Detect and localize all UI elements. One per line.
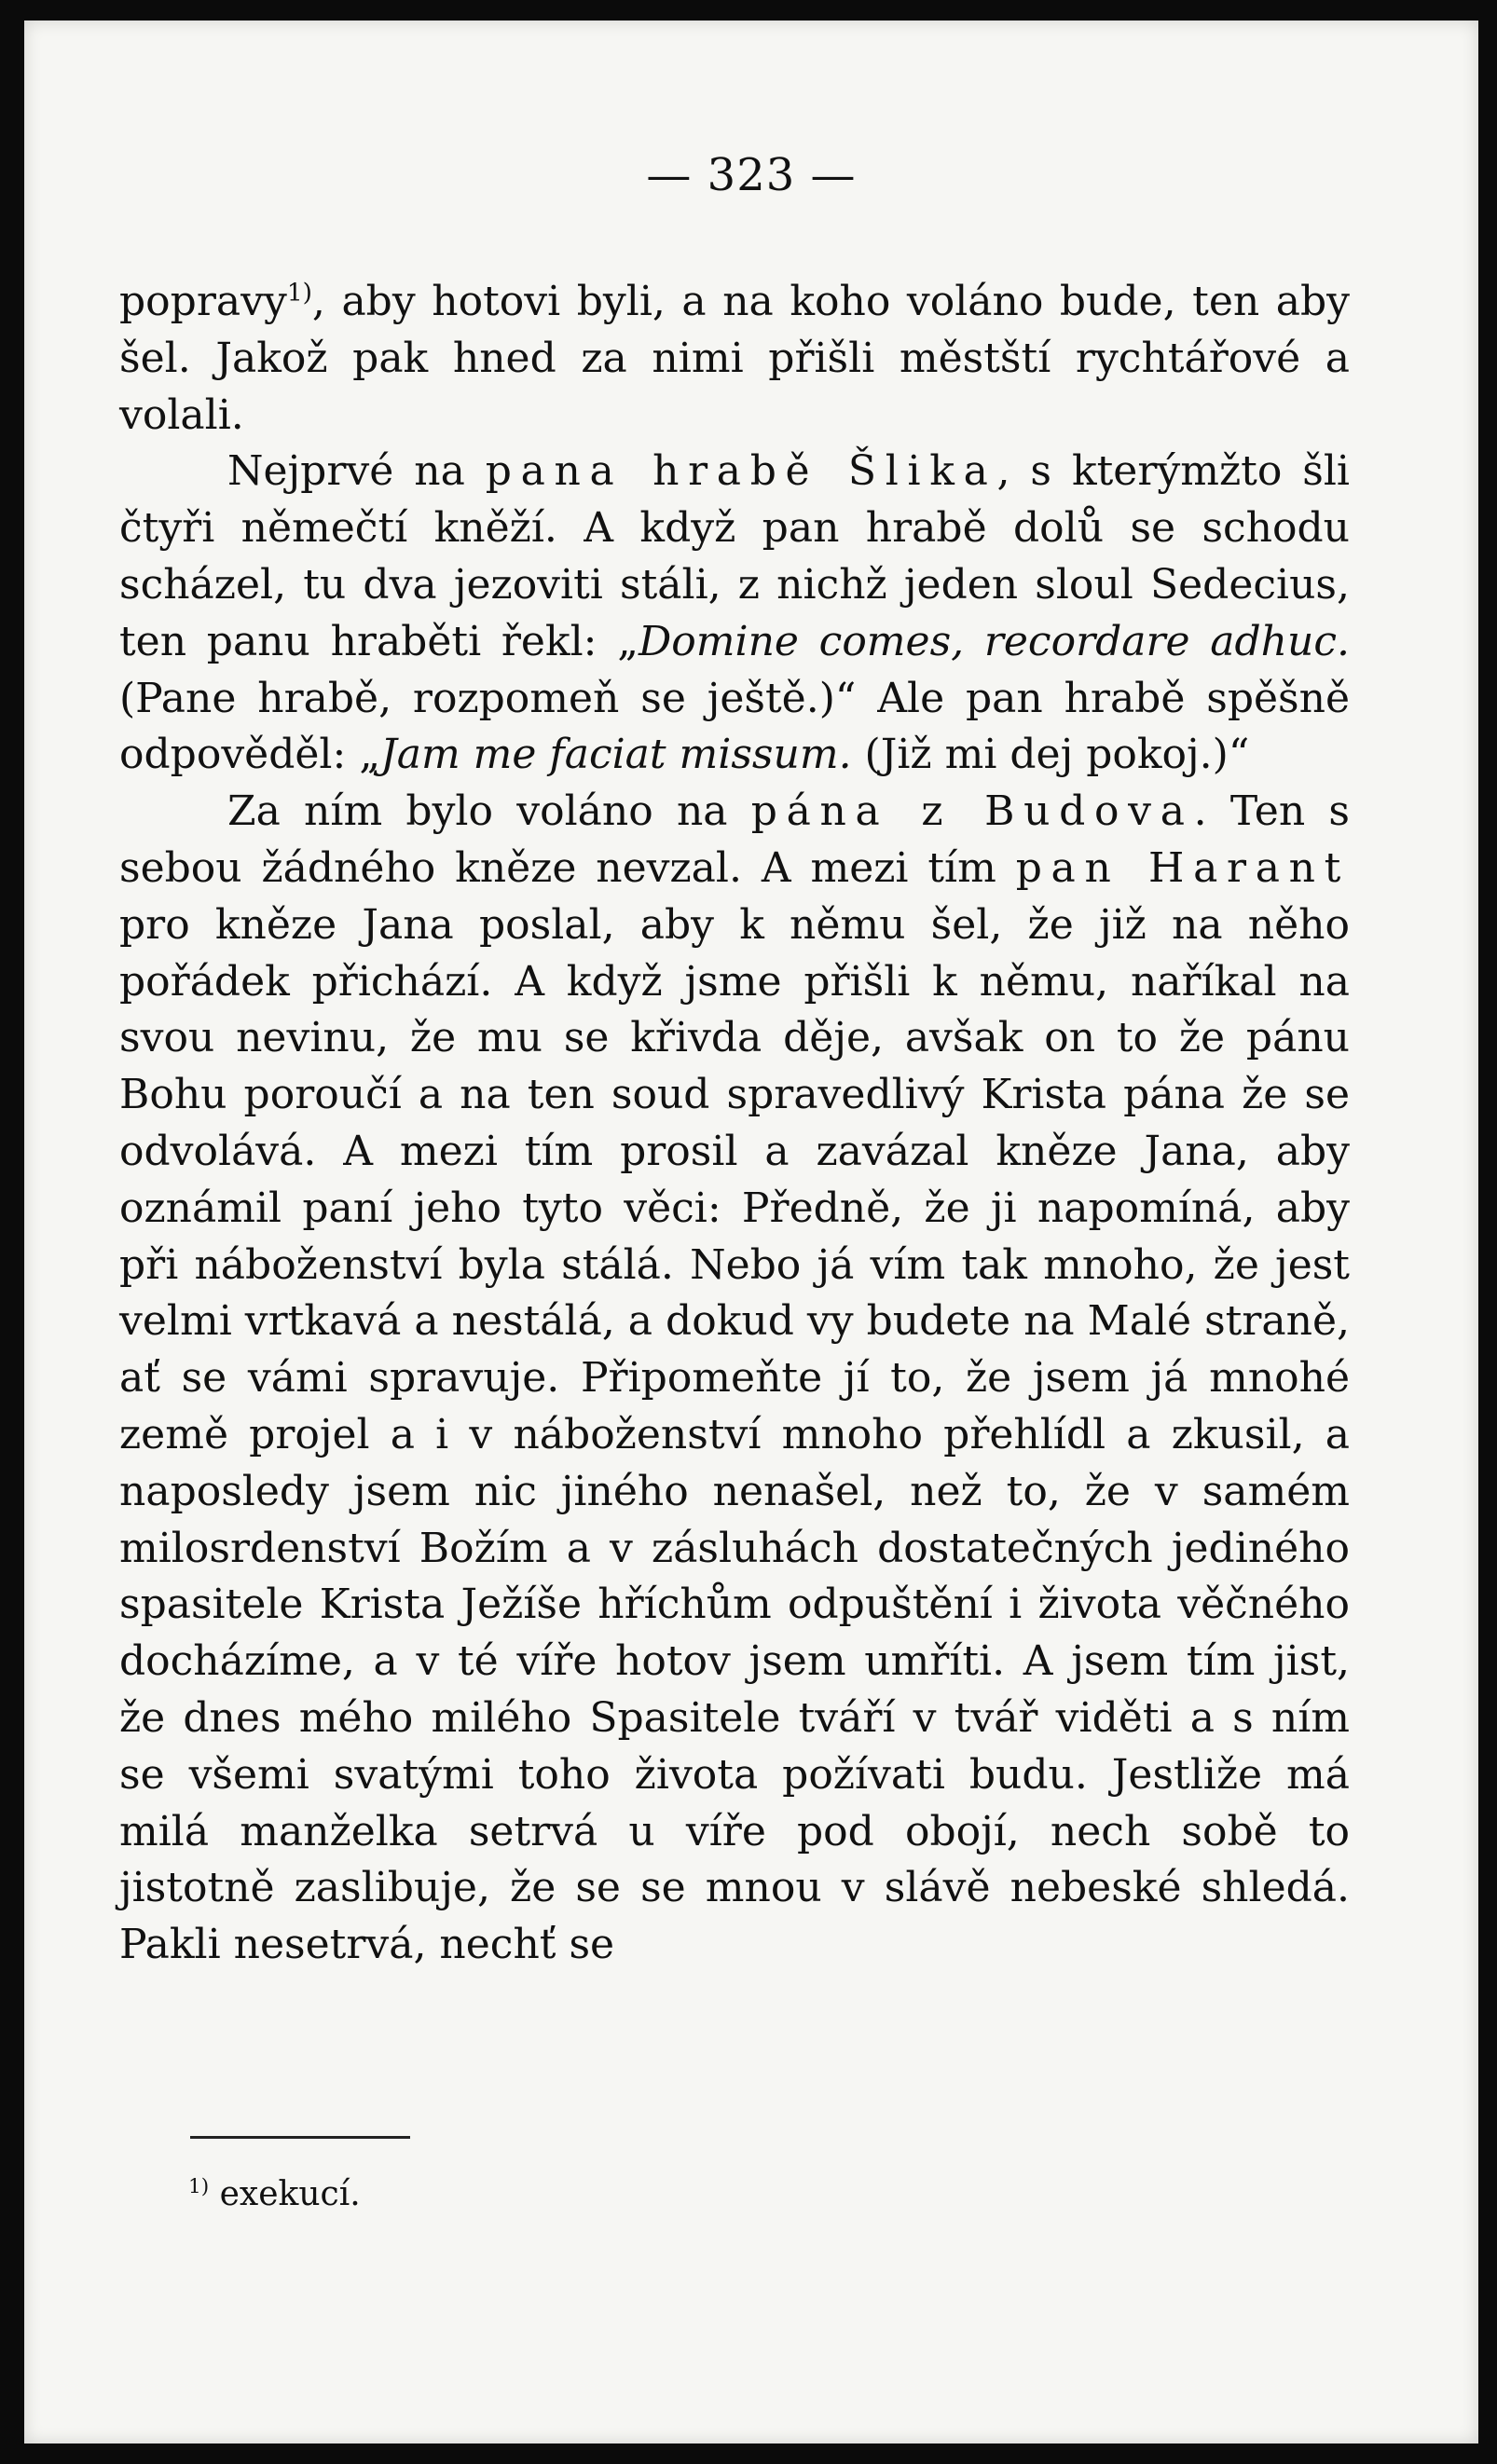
body-text <box>119 274 1350 1974</box>
text-segment: , aby hotovi byli, a na koho voláno bude, ten aby šel. Jakož pak hned za nimi přišli městští rychtářové a volali. <box>119 278 1350 439</box>
latin-quote: Domine comes, recordare adhuc. <box>639 617 1350 665</box>
footnote <box>188 2175 361 2213</box>
footnote-text: exekucí. <box>209 2175 361 2213</box>
latin-quote: Jam me faciat missum. <box>380 731 852 779</box>
book-page <box>24 21 1478 2443</box>
footnote-marker: 1) <box>188 2175 210 2198</box>
text-segment: (Již mi dej pokoj.)“ <box>851 731 1250 779</box>
page-number: — 323 — <box>646 149 857 201</box>
spaced-name: pan Harant <box>1015 843 1350 892</box>
text-segment: Za ním bylo voláno na <box>227 787 751 836</box>
spaced-name: pána z Budova <box>750 787 1194 836</box>
paragraph <box>119 784 1350 1974</box>
text-segment: . Ten s sebou žádného kněze nevzal. A mezi tím <box>119 787 1350 892</box>
text-segment: , s kterýmžto šli čtyři němečtí kněží. A když pan hrabě dolů se schodu scházel, tu dva jezoviti stáli, z nichž jeden sloul Sedecius, ten panu hraběti řekl: „ <box>119 447 1350 665</box>
text-segment: pro kněze Jana poslal, aby k němu šel, že již na něho pořádek přichází. A když jsme přišli k němu, naříkal na svou nevinu, že mu se křivda děje, avšak on to že pánu Bohu poroučí a na ten soud spravedlivý Krista pána že se odvolává. A mezi tím prosil a zavázal kněze Jana, aby oznámil paní jeho tyto věci: Předně, že ji napomíná, aby při náboženství byla stálá. Nebo já vím tak mnoho, že jest velmi vrtkavá a nestálá, a dokud vy budete na Malé straně, ať se vámi spravuje. Připomeňte jí to, že jsem já mnohé země projel a i v náboženství mnoho přehlídl a zkusil, a naposledy jsem nic jiného nenašel, než to, že v samém milosrdenství Božím a v zásluhách dostatečných jediného spasitele Krista Ježíše hříchům odpuštění i života věčného docházíme, a v té víře hotov jsem umříti. A jsem tím jist, že dnes mého milého Spasitele tváří v tvář viděti a s ním se všemi svatými toho života požívati budu. Jestliže má milá manželka setrvá u víře pod obojí, nech sobě to jistotně zaslibuje, že se se mnou v slávě nebeské shledá. Pakli nesetrvá, nechť se <box>119 900 1350 1969</box>
paragraph <box>119 444 1350 784</box>
paragraph <box>119 274 1350 444</box>
footnote-rule <box>190 2136 410 2139</box>
spaced-name: pana hrabě Šlika <box>485 447 997 496</box>
footnote-reference: 1) <box>286 278 312 308</box>
text-segment: popravy <box>119 278 287 325</box>
text-segment: (Pane hrabě, rozpomeň se ještě.)“ Ale pan hrabě spěšně odpověděl: „ <box>119 674 1350 779</box>
text-segment: Nejprvé na <box>227 447 486 496</box>
